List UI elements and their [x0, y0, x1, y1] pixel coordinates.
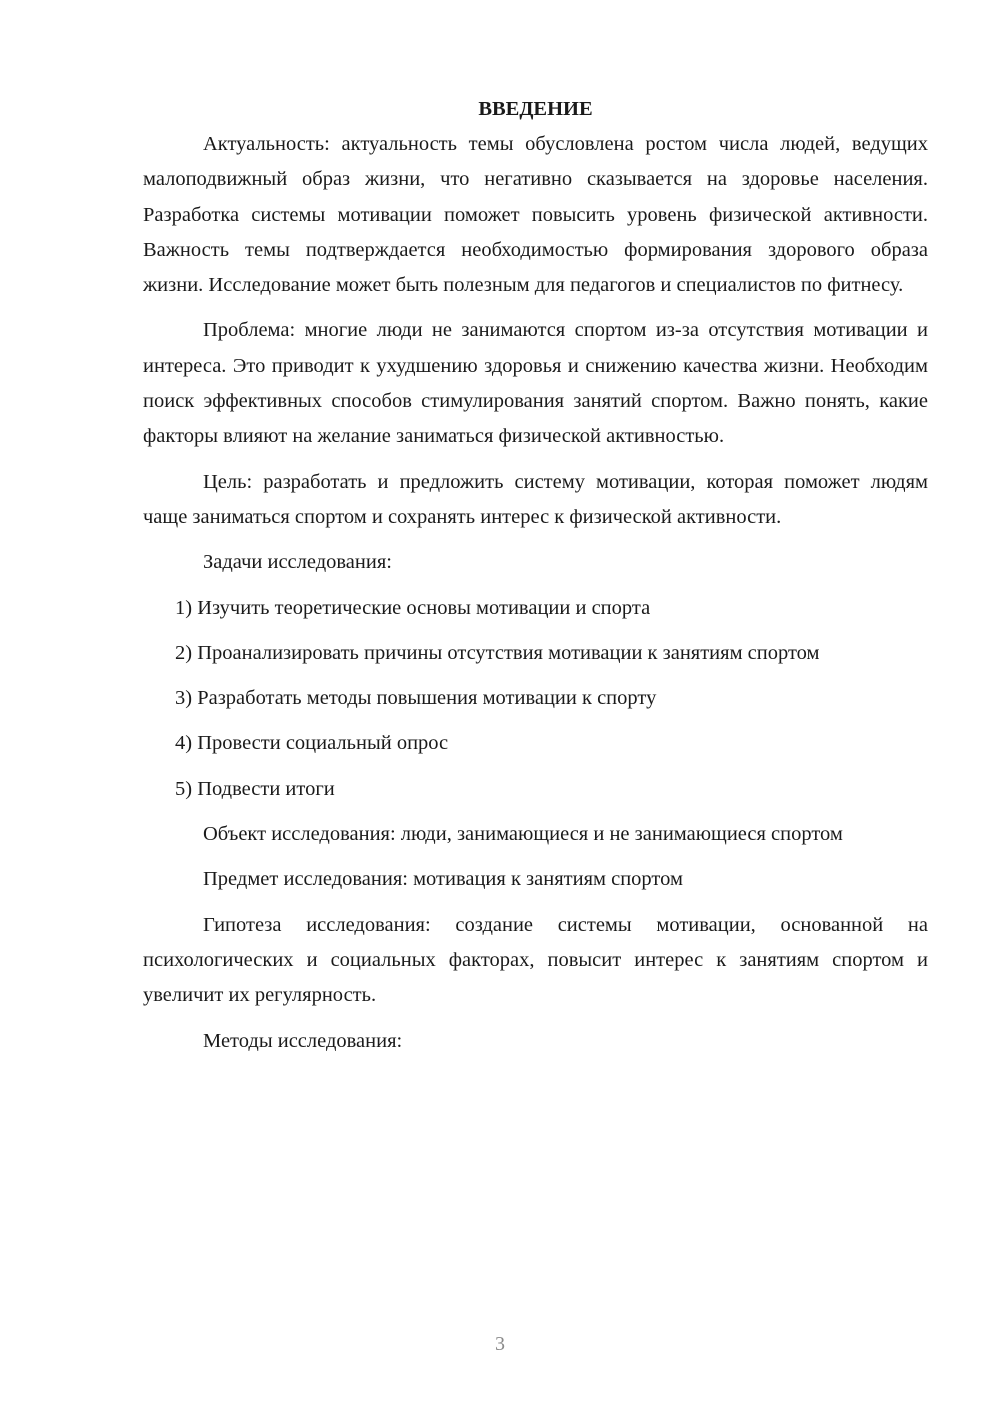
object-paragraph: Объект исследования: люди, занимающиеся и не занимающиеся спортом [203, 823, 843, 846]
task-item-3: 3) Разработать методы повышения мотивации к спорту [175, 687, 657, 710]
goal-paragraph: Цель: разработать и предложить систему мотивации, которая поможет людям чаще заниматься спортом и сохранять интерес к физической активности. [143, 470, 928, 528]
task-item-2: 2) Проанализировать причины отсутствия мотивации к занятиям спортом [175, 641, 820, 664]
document-page [143, 92, 928, 1069]
tasks-heading: Задачи исследования: [203, 551, 392, 574]
problem-paragraph: Проблема: многие люди не занимаются спортом из-за отсутствия мотивации и интереса. Это приводит к ухудшению здоровья и снижению качества жизни. Необходим поиск эффективных способов стимулирования занятий спортом. Важно понять, какие факторы влияют на желание заниматься физической активностью. [143, 319, 928, 448]
task-item-4: 4) Провести социальный опрос [175, 732, 449, 755]
task-item-1: 1) Изучить теоретические основы мотивации и спорта [175, 596, 651, 619]
methods-paragraph: Методы исследования: [203, 1029, 403, 1052]
subject-paragraph: Предмет исследования: мотивация к занятиям спортом [203, 868, 683, 891]
relevance-paragraph: Актуальность: актуальность темы обусловлена ростом числа людей, ведущих малоподвижный образ жизни, что негативно сказывается на здоровье населения. Разработка системы мотивации поможет повысить уровень физической активности. Важность темы подтверждается необходимостью формирования здорового образа жизни. Исследование может быть полезным для педагогов и специалистов по фитнесу. [143, 133, 928, 297]
task-item-5: 5) Подвести итоги [175, 777, 335, 800]
page-number: 3 [495, 1333, 505, 1355]
hypothesis-paragraph: Гипотеза исследования: создание системы мотивации, основанной на психологических и социальных факторах, повысит интерес к занятиям спортом и увеличит их регулярность. [143, 913, 928, 1007]
page-title: ВВЕДЕНИЕ [478, 98, 593, 120]
